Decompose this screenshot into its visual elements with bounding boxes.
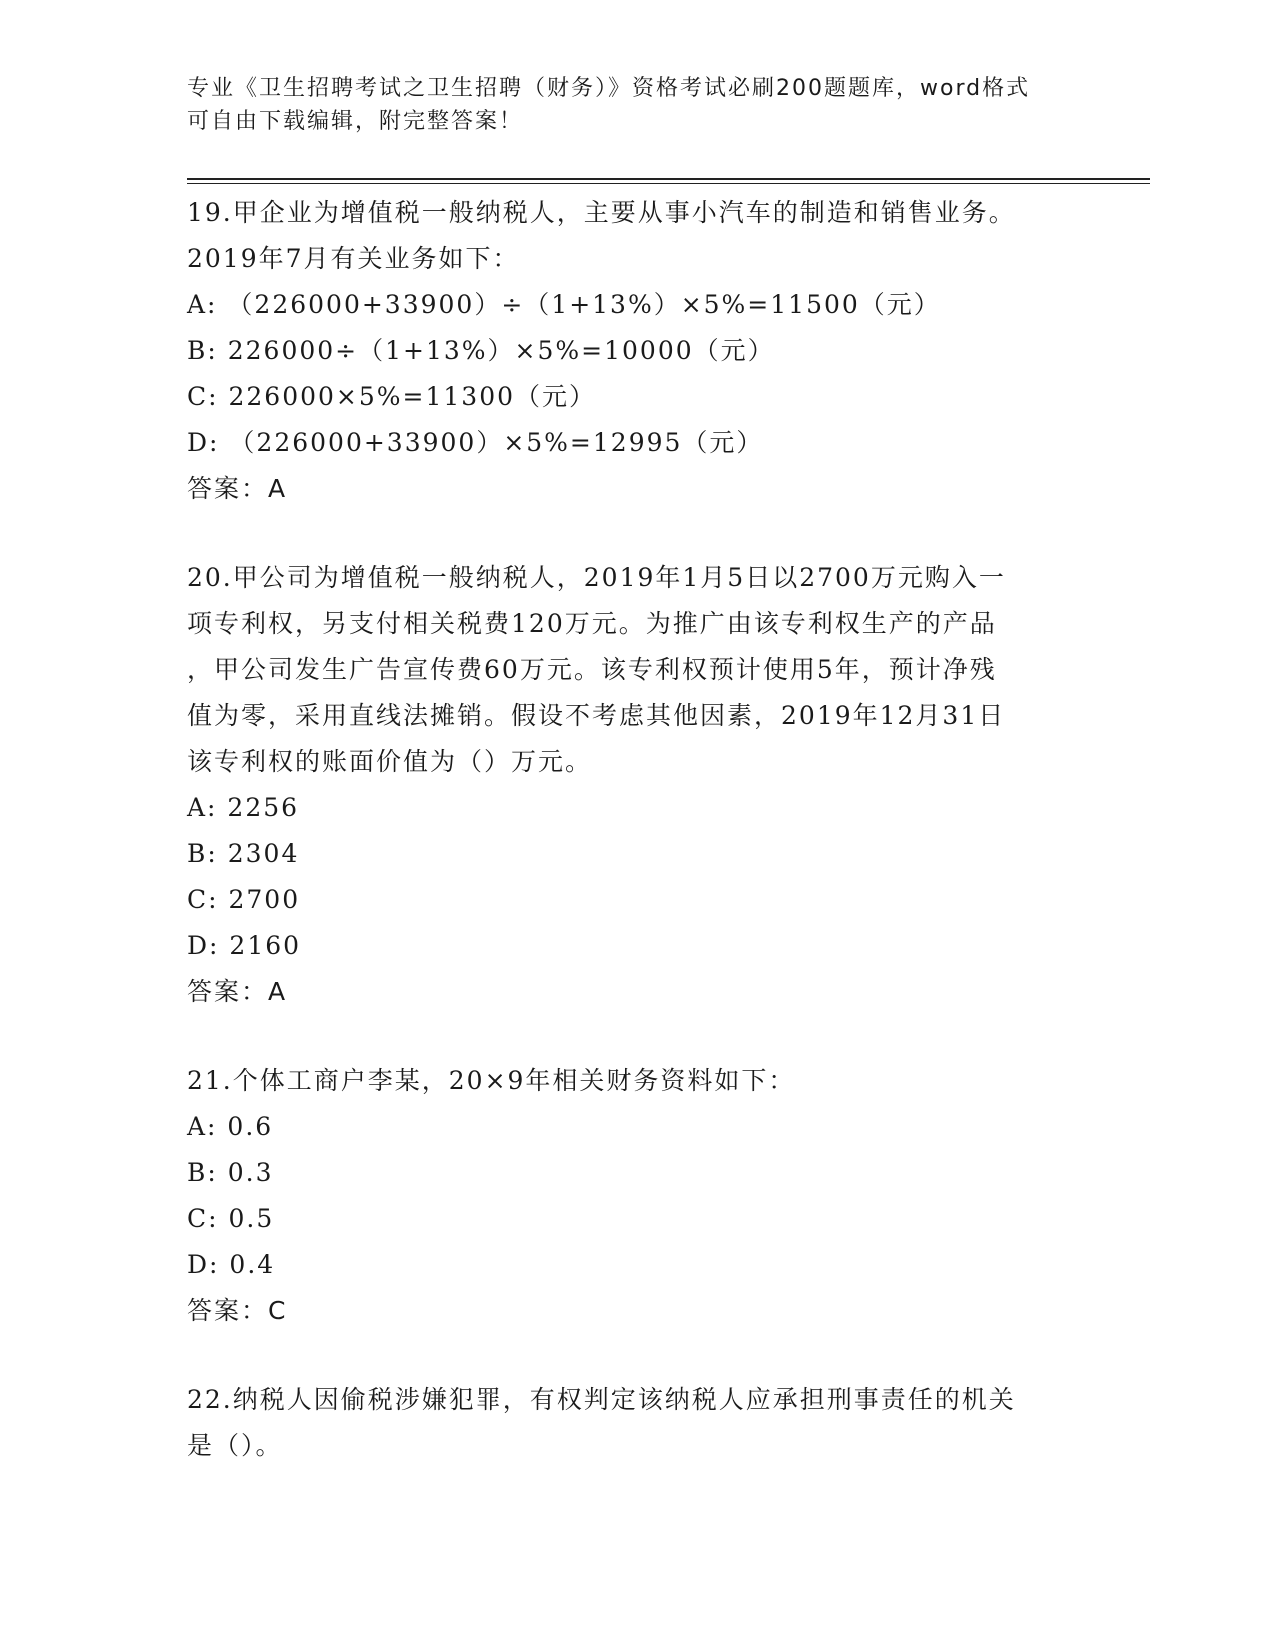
question-stem-line: ，甲公司发生广告宣传费60万元。该专利权预计使用5年，预计净残 xyxy=(187,655,997,684)
header-line-1: 专业《卫生招聘考试之卫生招聘（财务）》资格考试必刷200题题库，word格式 xyxy=(187,76,1031,101)
option-b: B: 0.3 xyxy=(187,1158,274,1187)
option-a: A: 0.6 xyxy=(187,1112,274,1141)
option-d: D: （226000+33900）×5%=12995（元） xyxy=(187,428,764,457)
option-b: B: 226000÷（1+13%）×5%=10000（元） xyxy=(187,336,775,365)
header-line-2: 可自由下载编辑，附完整答案！ xyxy=(187,109,524,134)
question-list xyxy=(187,190,1087,1469)
question-stem-line: 19.甲企业为增值税一般纳税人，主要从事小汽车的制造和销售业务。 xyxy=(187,198,1016,227)
question-stem-line: 22.纳税人因偷税涉嫌犯罪，有权判定该纳税人应承担刑事责任的机关 xyxy=(187,1385,1016,1414)
option-c: C: 0.5 xyxy=(187,1204,275,1233)
answer: 答案：A xyxy=(187,977,288,1006)
document-header xyxy=(187,72,1087,138)
question-stem-line: 该专利权的账面价值为（）万元。 xyxy=(187,747,593,776)
question-stem-line: 2019年7月有关业务如下： xyxy=(187,244,520,273)
question-20 xyxy=(187,555,1087,1015)
question-stem-line: 值为零，采用直线法摊销。假设不考虑其他因素，2019年12月31日 xyxy=(187,701,1006,730)
option-a: A: （226000+33900）÷（1+13%）×5%=11500（元） xyxy=(187,290,941,319)
answer: 答案：C xyxy=(187,1296,288,1325)
question-22 xyxy=(187,1377,1087,1469)
answer: 答案：A xyxy=(187,474,288,503)
option-c: C: 226000×5%=11300（元） xyxy=(187,382,597,411)
question-19 xyxy=(187,190,1087,512)
option-b: B: 2304 xyxy=(187,839,300,868)
header-rule-top xyxy=(187,178,1150,180)
question-stem-line: 20.甲公司为增值税一般纳税人，2019年1月5日以2700万元购入一 xyxy=(187,563,1006,592)
option-a: A: 2256 xyxy=(187,793,300,822)
option-d: D: 2160 xyxy=(187,931,302,960)
option-d: D: 0.4 xyxy=(187,1250,276,1279)
question-stem-line: 是（）。 xyxy=(187,1431,283,1460)
question-stem-line: 项专利权，另支付相关税费120万元。为推广由该专利权生产的产品 xyxy=(187,609,997,638)
question-21 xyxy=(187,1058,1087,1334)
question-stem-line: 21.个体工商户李某，20×9年相关财务资料如下： xyxy=(187,1066,796,1095)
header-rule-bottom xyxy=(187,183,1150,184)
option-c: C: 2700 xyxy=(187,885,301,914)
